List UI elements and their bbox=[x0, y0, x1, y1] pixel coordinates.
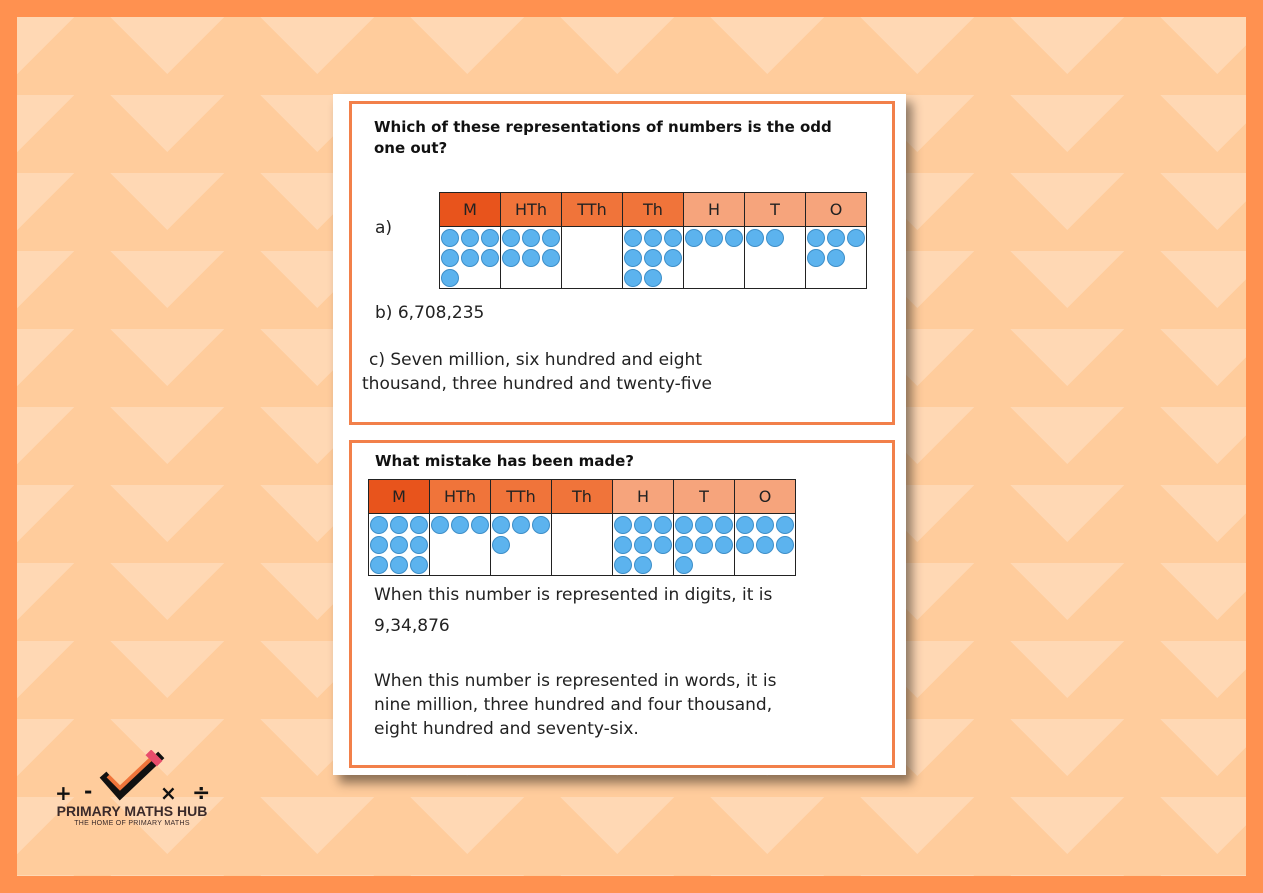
counter-group bbox=[735, 514, 795, 555]
place-value-counter bbox=[664, 249, 682, 267]
place-value-counter bbox=[654, 536, 672, 554]
place-value-counter bbox=[675, 536, 693, 554]
place-value-counter bbox=[654, 516, 672, 534]
place-value-counter bbox=[695, 536, 713, 554]
question-card-mistake bbox=[349, 440, 895, 768]
place-value-counter bbox=[847, 229, 865, 247]
counter-group bbox=[501, 227, 561, 268]
option-a-label: a) bbox=[375, 218, 393, 238]
place-value-counter bbox=[624, 269, 642, 287]
counter-group bbox=[623, 227, 683, 288]
counter-cell bbox=[735, 514, 796, 576]
option-c-line-2: thousand, three hundred and twenty-five bbox=[362, 374, 713, 394]
place-value-counter bbox=[644, 269, 662, 287]
place-value-counter bbox=[644, 229, 662, 247]
place-value-counter bbox=[441, 269, 459, 287]
place-value-counter bbox=[481, 229, 499, 247]
place-value-counter bbox=[776, 536, 794, 554]
header-thousands: Th bbox=[623, 193, 684, 227]
counter-group bbox=[430, 514, 490, 535]
counter-cell bbox=[623, 227, 684, 289]
header-hundred-thousands: HTh bbox=[501, 193, 562, 227]
header-millions: M bbox=[440, 193, 501, 227]
place-value-counter bbox=[614, 536, 632, 554]
counter-group bbox=[684, 227, 744, 248]
place-value-counter bbox=[614, 516, 632, 534]
header-tens: T bbox=[674, 480, 735, 514]
place-value-counter bbox=[644, 249, 662, 267]
place-value-counter bbox=[492, 536, 510, 554]
header-millions: M bbox=[369, 480, 430, 514]
minus-icon: - bbox=[84, 779, 93, 803]
place-value-counter bbox=[542, 249, 560, 267]
place-value-counter bbox=[685, 229, 703, 247]
place-value-counter bbox=[766, 229, 784, 247]
place-value-counter bbox=[532, 516, 550, 534]
counter-cell bbox=[552, 514, 613, 576]
place-value-counter bbox=[502, 229, 520, 247]
place-value-counter bbox=[736, 516, 754, 534]
worksheet bbox=[333, 94, 906, 775]
place-value-counter bbox=[634, 516, 652, 534]
counter-group bbox=[562, 227, 622, 228]
place-value-counter bbox=[481, 249, 499, 267]
place-value-header-row bbox=[440, 193, 867, 227]
counter-cell bbox=[806, 227, 867, 289]
place-value-counter bbox=[614, 556, 632, 574]
counter-group bbox=[674, 514, 734, 575]
place-value-counter bbox=[705, 229, 723, 247]
header-thousands: Th bbox=[552, 480, 613, 514]
place-value-counter bbox=[451, 516, 469, 534]
digits-statement: When this number is represented in digits, it is bbox=[374, 585, 773, 605]
counter-group bbox=[552, 514, 612, 515]
counter-cell bbox=[369, 514, 430, 576]
place-value-counter bbox=[390, 516, 408, 534]
place-value-counter bbox=[725, 229, 743, 247]
counter-group bbox=[613, 514, 673, 575]
place-value-counter bbox=[410, 516, 428, 534]
counter-group bbox=[369, 514, 429, 575]
place-value-counter bbox=[736, 536, 754, 554]
place-value-chart-b bbox=[368, 479, 796, 576]
place-value-counter bbox=[664, 229, 682, 247]
place-value-counter bbox=[634, 556, 652, 574]
place-value-counter bbox=[746, 229, 764, 247]
place-value-counter bbox=[542, 229, 560, 247]
counter-cell bbox=[674, 514, 735, 576]
logo-title: PRIMARY MATHS HUB bbox=[56, 803, 208, 819]
header-ones: O bbox=[735, 480, 796, 514]
place-value-counter bbox=[827, 249, 845, 267]
place-value-header-row bbox=[369, 480, 796, 514]
counter-cell bbox=[684, 227, 745, 289]
words-line-3: eight hundred and seventy-six. bbox=[374, 719, 639, 739]
place-value-counter bbox=[634, 536, 652, 554]
option-c-line-1: c) Seven million, six hundred and eight bbox=[369, 350, 702, 370]
words-line-2: nine million, three hundred and four thousand, bbox=[374, 695, 773, 715]
place-value-counter bbox=[410, 556, 428, 574]
place-value-counter bbox=[431, 516, 449, 534]
header-ten-thousands: TTh bbox=[491, 480, 552, 514]
place-value-counter bbox=[512, 516, 530, 534]
place-value-counter bbox=[492, 516, 510, 534]
place-value-counter bbox=[410, 536, 428, 554]
question-card-odd-one-out bbox=[349, 101, 895, 425]
place-value-counter bbox=[370, 536, 388, 554]
counter-cell bbox=[501, 227, 562, 289]
place-value-counter bbox=[461, 249, 479, 267]
counter-cell bbox=[562, 227, 623, 289]
counter-group bbox=[745, 227, 805, 248]
place-value-counter bbox=[624, 249, 642, 267]
place-value-counter bbox=[695, 516, 713, 534]
place-value-counter bbox=[756, 536, 774, 554]
place-value-counter bbox=[522, 229, 540, 247]
header-tens: T bbox=[745, 193, 806, 227]
place-value-counter bbox=[390, 556, 408, 574]
place-value-counter bbox=[502, 249, 520, 267]
place-value-counter bbox=[756, 516, 774, 534]
question-title: Which of these representations of numbers is the odd one out? bbox=[374, 118, 832, 157]
plus-icon: + bbox=[55, 781, 72, 805]
header-ones: O bbox=[806, 193, 867, 227]
place-value-counter bbox=[370, 516, 388, 534]
question-title: What mistake has been made? bbox=[375, 452, 634, 470]
header-ten-thousands: TTh bbox=[562, 193, 623, 227]
place-value-counter bbox=[715, 536, 733, 554]
counter-group bbox=[440, 227, 500, 288]
place-value-counter bbox=[441, 249, 459, 267]
place-value-counter bbox=[807, 249, 825, 267]
place-value-counter bbox=[807, 229, 825, 247]
counter-group bbox=[491, 514, 551, 555]
place-value-counter bbox=[370, 556, 388, 574]
place-value-chart-a bbox=[439, 192, 867, 289]
header-hundred-thousands: HTh bbox=[430, 480, 491, 514]
place-value-counter bbox=[471, 516, 489, 534]
counter-cell bbox=[430, 514, 491, 576]
header-hundreds: H bbox=[684, 193, 745, 227]
place-value-counter bbox=[390, 536, 408, 554]
words-statement: When this number is represented in words, it is bbox=[374, 671, 777, 691]
counter-cell bbox=[491, 514, 552, 576]
place-value-counter bbox=[675, 556, 693, 574]
place-value-counter-row bbox=[440, 227, 867, 289]
place-value-counter bbox=[827, 229, 845, 247]
header-hundreds: H bbox=[613, 480, 674, 514]
counter-cell bbox=[745, 227, 806, 289]
place-value-counter-row bbox=[369, 514, 796, 576]
place-value-counter bbox=[715, 516, 733, 534]
digits-value: 9,34,876 bbox=[374, 616, 450, 636]
place-value-counter bbox=[675, 516, 693, 534]
place-value-counter bbox=[461, 229, 479, 247]
place-value-counter bbox=[441, 229, 459, 247]
counter-cell bbox=[440, 227, 501, 289]
place-value-counter bbox=[624, 229, 642, 247]
option-b: b) 6,708,235 bbox=[375, 303, 485, 323]
times-icon: × bbox=[160, 781, 177, 805]
counter-group bbox=[806, 227, 866, 268]
divide-icon: ÷ bbox=[192, 781, 211, 806]
place-value-counter bbox=[776, 516, 794, 534]
logo-subtitle: THE HOME OF PRIMARY MATHS bbox=[74, 820, 190, 827]
counter-cell bbox=[613, 514, 674, 576]
place-value-counter bbox=[522, 249, 540, 267]
